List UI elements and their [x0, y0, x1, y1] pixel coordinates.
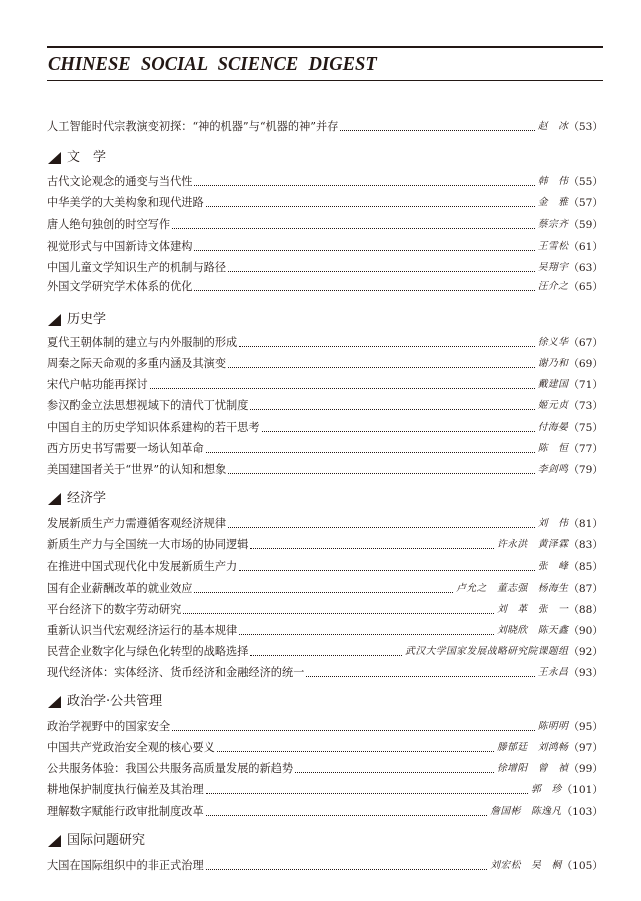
dot-leader	[228, 473, 534, 474]
article-title: 古代文论观念的通变与当代性	[47, 175, 193, 188]
article-title: 民营企业数字化与绿色化转型的战略选择	[47, 645, 249, 658]
article-author: 李剑鸣	[537, 464, 569, 475]
article-title: 重新认识当代宏观经济运行的基本规律	[47, 624, 238, 637]
article-title: 国有企业薪酬改革的就业效应	[47, 582, 193, 595]
page-number: （87）	[568, 583, 603, 595]
dot-leader	[150, 388, 535, 389]
section-marker-icon	[48, 314, 61, 326]
article-author: 张 峰	[537, 561, 569, 572]
section-heading	[47, 146, 603, 166]
section-heading	[47, 829, 603, 849]
toc-entry[interactable]	[47, 351, 603, 371]
toc-entry[interactable]	[47, 799, 603, 819]
section-marker-icon	[48, 493, 61, 505]
page-number: （77）	[568, 443, 603, 455]
article-author: 付海晏	[537, 422, 569, 433]
article-author: 金 雅	[537, 197, 569, 208]
article-author: 韩 伟	[537, 176, 569, 187]
dot-leader	[206, 206, 535, 207]
dot-leader	[239, 346, 535, 347]
page-number: （85）	[568, 561, 603, 573]
page-number: （101）	[561, 784, 603, 796]
page-number: （105）	[561, 860, 603, 872]
article-title: 政治学视野中的国家安全	[47, 720, 171, 733]
toc-entry[interactable]	[47, 714, 603, 734]
page-number: （55）	[568, 176, 603, 188]
section-heading	[47, 308, 603, 328]
article-title: 周秦之际天命观的多重内涵及其演变	[47, 357, 227, 370]
toc-entry[interactable]	[47, 554, 603, 574]
section-marker-icon	[48, 152, 61, 164]
article-title: 新质生产力与全国统一大市场的协同逻辑	[47, 538, 249, 551]
page-number: （61）	[568, 241, 603, 253]
page-number: （97）	[568, 742, 603, 754]
article-author: 王永昌	[537, 667, 569, 678]
toc-entry[interactable]	[47, 169, 603, 189]
article-author: 刘 革 张 一	[496, 604, 569, 615]
page-number: （67）	[568, 337, 603, 349]
page-number: （99）	[568, 763, 603, 775]
dot-leader	[206, 869, 488, 870]
article-title: 美国建国者关于“世界”的认知和想象	[47, 463, 227, 476]
journal-title: CHINESE SOCIAL SCIENCE DIGEST	[48, 53, 377, 75]
toc-entry[interactable]	[47, 330, 603, 350]
article-title: 夏代王朝体制的建立与内外服制的形成	[47, 336, 238, 349]
article-title: 中国共产党政治安全观的核心要义	[47, 741, 215, 754]
dot-leader	[194, 250, 534, 251]
toc-entry[interactable]	[47, 597, 603, 617]
dot-leader	[172, 730, 535, 731]
article-title: 公共服务体验：我国公共服务高质量发展的新趋势	[47, 762, 294, 775]
page-number: （65）	[568, 281, 603, 293]
section-label: 经济学	[67, 491, 107, 506]
page-number: （75）	[568, 422, 603, 434]
toc-entry[interactable]	[47, 372, 603, 392]
article-author: 刘 伟	[537, 518, 569, 529]
article-author: 赵 冰	[537, 121, 569, 132]
article-author: 蔡宗齐	[537, 219, 569, 230]
article-author: 汪介之	[537, 281, 569, 292]
dot-leader	[239, 634, 494, 635]
dot-leader	[228, 271, 535, 272]
article-author: 刘宏松 吴 桐	[490, 860, 562, 871]
dot-leader	[228, 527, 535, 528]
section-marker-icon	[48, 696, 61, 708]
dot-leader	[262, 431, 535, 432]
section-label: 文 学	[67, 150, 107, 165]
dot-leader	[194, 290, 534, 291]
toc-entry[interactable]	[47, 212, 603, 232]
page-number: （59）	[568, 219, 603, 231]
toc-entry[interactable]	[47, 777, 603, 797]
article-author: 武汉大学国家发展战略研究院课题组	[405, 646, 569, 657]
dot-leader	[206, 815, 488, 816]
article-author: 许永洪 黄泽霖	[496, 539, 569, 550]
article-title: 中国自主的历史学知识体系建构的若干思考	[47, 421, 260, 434]
article-author: 陈明明	[537, 721, 569, 732]
page-number: （103）	[561, 806, 603, 818]
dot-leader	[250, 655, 402, 656]
dot-leader	[217, 751, 494, 752]
article-title: 唐人绝句独创的时空写作	[47, 218, 171, 231]
page-number: （93）	[568, 667, 603, 679]
article-title: 外国文学研究学术体系的优化	[47, 280, 193, 293]
header-rule-bottom	[47, 80, 603, 81]
article-author: 王雪松	[537, 241, 569, 252]
dot-leader	[183, 613, 494, 614]
dot-leader	[194, 185, 534, 186]
page-number: （88）	[568, 604, 603, 616]
article-author: 谢乃和	[537, 358, 569, 369]
article-title: 参汉酌金立法思想视域下的清代丁忧制度	[47, 399, 249, 412]
toc-entry[interactable]	[47, 436, 603, 456]
article-author: 徐义华	[537, 337, 569, 348]
dot-leader	[239, 570, 535, 571]
section-marker-icon	[48, 835, 61, 847]
toc-entry[interactable]	[47, 255, 603, 275]
toc-entry[interactable]	[47, 415, 603, 435]
article-title: 在推进中国式现代化中发展新质生产力	[47, 560, 238, 573]
page-number: （73）	[568, 400, 603, 412]
toc-entry[interactable]	[47, 756, 603, 776]
toc-entry[interactable]	[47, 190, 603, 210]
toc-entry[interactable]	[47, 639, 603, 659]
article-title: 中华美学的大美构象和现代进路	[47, 196, 204, 209]
dot-leader	[306, 676, 534, 677]
page-number: （95）	[568, 721, 603, 733]
page-number: （53）	[568, 121, 603, 133]
page-number: （69）	[568, 358, 603, 370]
article-author: 吴翔宇	[537, 262, 569, 273]
article-title: 平台经济下的数字劳动研究	[47, 603, 182, 616]
article-title: 现代经济体：实体经济、货币经济和金融经济的统一	[47, 666, 305, 679]
article-author: 詹国彬 陈逸凡	[490, 806, 562, 817]
dot-leader	[194, 592, 453, 593]
article-title: 宋代户帖功能再探讨	[47, 378, 148, 391]
dot-leader	[172, 228, 535, 229]
toc-entry[interactable]	[47, 234, 603, 254]
toc-entry[interactable]	[47, 114, 603, 134]
dot-leader	[340, 130, 534, 131]
section-label: 政治学·公共管理	[67, 694, 163, 709]
page-number: （92）	[568, 646, 603, 658]
dot-leader	[250, 548, 494, 549]
page-number: （83）	[568, 539, 603, 551]
dot-leader	[250, 409, 534, 410]
article-author: 滕郁廷 刘鸿畅	[496, 742, 569, 753]
article-author: 陈 恒	[537, 443, 569, 454]
dot-leader	[228, 367, 535, 368]
toc-entry[interactable]	[47, 576, 603, 596]
article-title: 大国在国际组织中的非正式治理	[47, 859, 204, 872]
page-number: （81）	[568, 518, 603, 530]
toc-entry[interactable]	[47, 532, 603, 552]
dot-leader	[206, 452, 535, 453]
page-number: （79）	[568, 464, 603, 476]
section-label: 国际问题研究	[67, 833, 146, 848]
article-title: 理解数字赋能行政审批制度改革	[47, 805, 204, 818]
toc-entry[interactable]	[47, 457, 603, 477]
dot-leader	[295, 772, 494, 773]
toc-entry[interactable]	[47, 660, 603, 680]
dot-leader	[206, 793, 528, 794]
article-title: 耕地保护制度执行偏差及其治理	[47, 783, 204, 796]
page-number: （57）	[568, 197, 603, 209]
article-title: 西方历史书写需要一场认知革命	[47, 442, 204, 455]
toc-entry[interactable]	[47, 511, 603, 531]
toc-entry[interactable]	[47, 274, 603, 294]
toc-entry[interactable]	[47, 393, 603, 413]
section-label: 历史学	[67, 312, 107, 327]
page-number: （90）	[568, 625, 603, 637]
article-title: 人工智能时代宗教演变初探：“神的机器”与“机器的神”并存	[47, 120, 339, 133]
article-author: 戴建国	[537, 379, 569, 390]
header-rule-top	[47, 46, 603, 48]
page-number: （71）	[568, 379, 603, 391]
article-author: 刘晓欣 陈天鑫	[496, 625, 569, 636]
page-number: （63）	[568, 262, 603, 274]
section-heading	[47, 487, 603, 507]
article-title: 发展新质生产力需遵循客观经济规律	[47, 517, 227, 530]
article-author: 徐增阳 曾 禎	[496, 763, 569, 774]
article-author: 姬元贞	[537, 400, 569, 411]
article-title: 视觉形式与中国新诗文体建构	[47, 240, 193, 253]
section-heading	[47, 690, 603, 710]
toc-entry[interactable]	[47, 853, 603, 873]
article-title: 中国儿童文学知识生产的机制与路径	[47, 261, 227, 274]
article-author: 郭 珍	[530, 784, 562, 795]
toc-entry[interactable]	[47, 735, 603, 755]
article-author: 卢允之 董志强 杨海生	[456, 583, 569, 594]
toc-entry[interactable]	[47, 618, 603, 638]
